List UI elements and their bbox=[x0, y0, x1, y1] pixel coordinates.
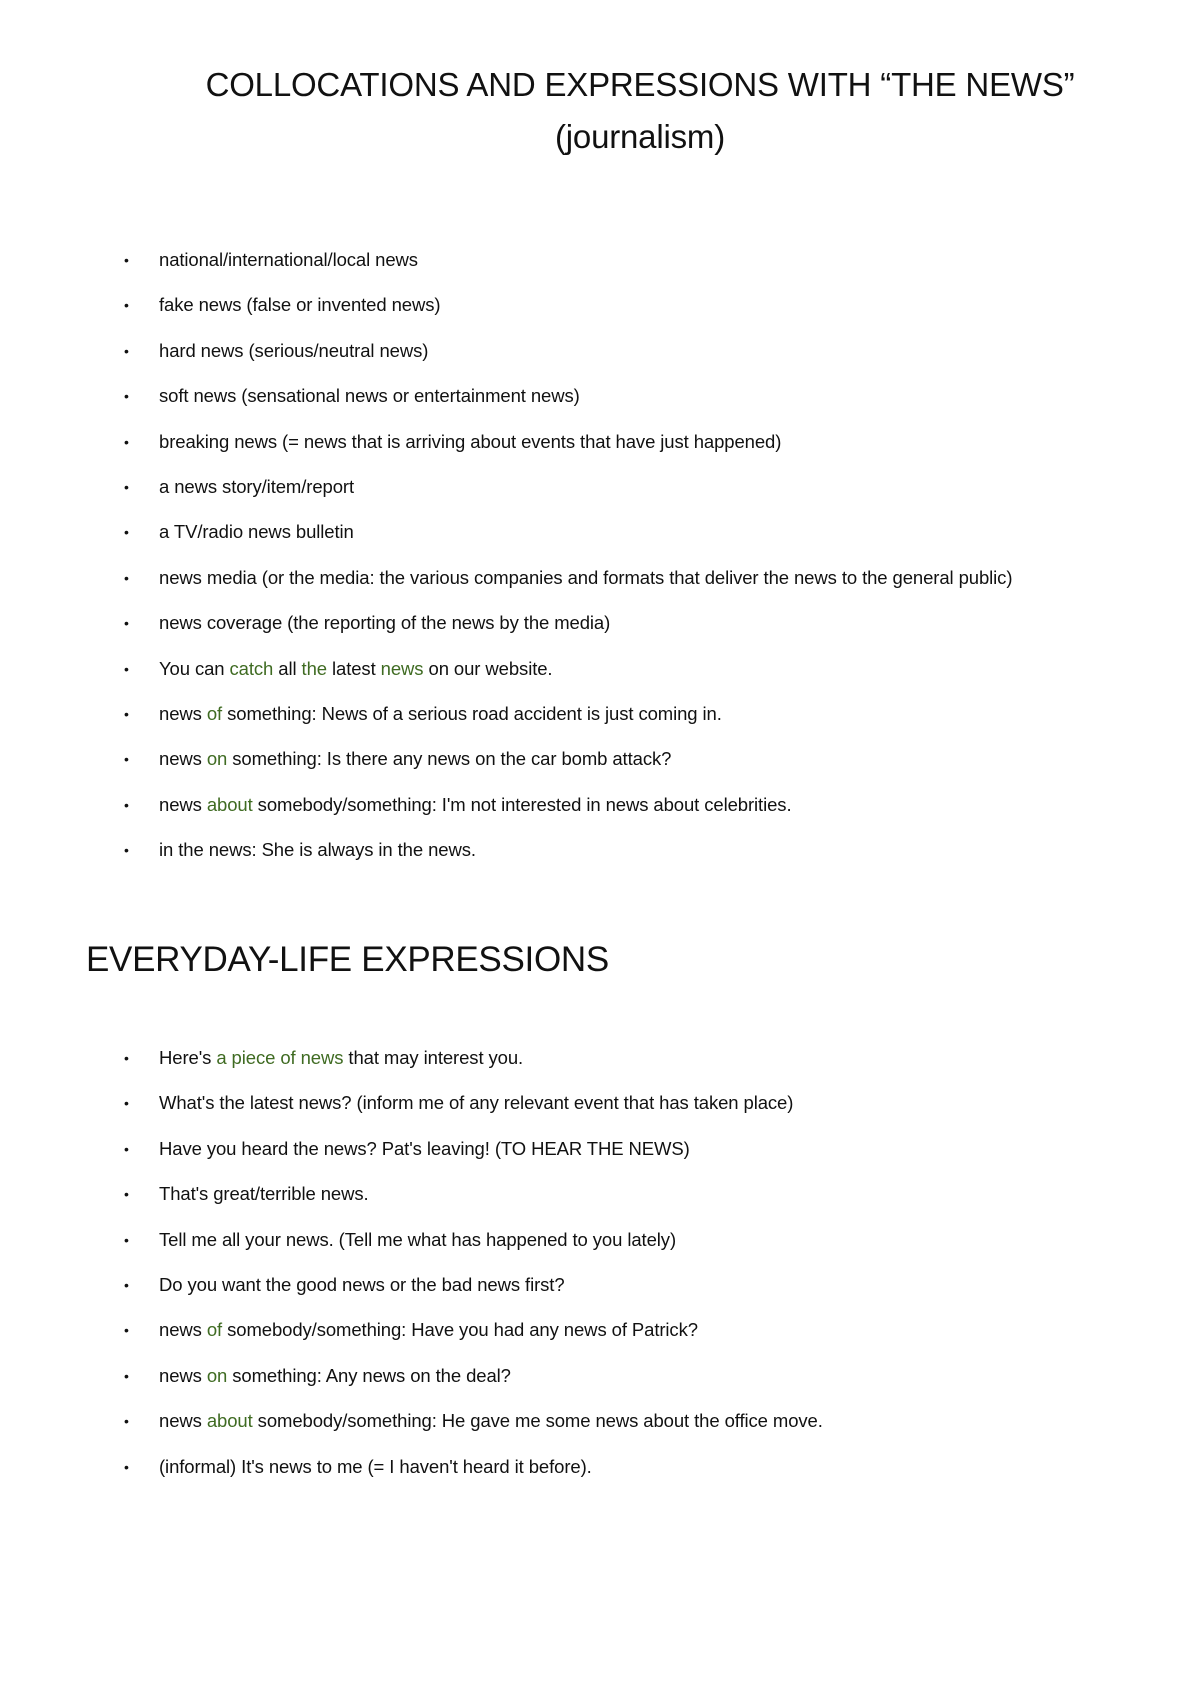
highlighted-keyword: a piece of news bbox=[216, 1047, 344, 1068]
item-text: news bbox=[159, 1410, 207, 1432]
expression-item bbox=[0, 1046, 1200, 1091]
item-text: something: News of a serious road accident is just coming in. bbox=[222, 702, 722, 724]
item-text: somebody/something: Have you had any news of Patrick? bbox=[222, 1319, 698, 1341]
collocation-item bbox=[0, 566, 1200, 611]
item-text: something: Is there any news on the car bomb attack? bbox=[227, 748, 672, 770]
item-text: a TV/radio news bulletin bbox=[159, 521, 354, 543]
item-text: on our website. bbox=[423, 657, 553, 679]
item-text: Tell me all your news. (Tell me what has happened to you lately) bbox=[159, 1228, 677, 1250]
expression-item bbox=[0, 1364, 1200, 1409]
bullet-icon: • bbox=[124, 1458, 129, 1475]
bullet-icon: • bbox=[124, 1276, 129, 1293]
bullet-icon: • bbox=[124, 615, 129, 632]
expression-item bbox=[0, 1228, 1200, 1273]
collocation-item bbox=[0, 248, 1200, 293]
bullet-icon: • bbox=[124, 842, 129, 859]
expression-item bbox=[0, 1091, 1200, 1136]
highlighted-keyword: news bbox=[380, 657, 424, 679]
highlighted-keyword: on bbox=[206, 1364, 228, 1386]
highlighted-keyword: of bbox=[206, 1319, 223, 1341]
bullet-icon: • bbox=[124, 252, 129, 268]
collocation-item bbox=[0, 384, 1200, 429]
bullet-icon: • bbox=[124, 478, 129, 495]
item-text: news coverage (the reporting of the news by the media) bbox=[159, 612, 611, 634]
page-subtitle: (journalism) bbox=[555, 118, 725, 155]
expression-item bbox=[0, 1182, 1200, 1227]
expression-item bbox=[0, 1455, 1200, 1500]
highlighted-keyword: the bbox=[301, 657, 327, 679]
bullet-icon: • bbox=[124, 796, 129, 813]
item-text: in the news: She is always in the news. bbox=[159, 839, 476, 861]
bullet-icon: • bbox=[124, 751, 129, 768]
item-text: national/international/local news bbox=[159, 249, 418, 270]
collocation-item bbox=[0, 520, 1200, 565]
collocation-item bbox=[0, 611, 1200, 656]
collocation-item bbox=[0, 475, 1200, 520]
collocation-item bbox=[0, 430, 1200, 475]
item-text: news bbox=[159, 793, 207, 815]
item-text: news bbox=[159, 1364, 207, 1386]
item-text: that may interest you. bbox=[343, 1047, 524, 1068]
bullet-icon: • bbox=[124, 1050, 129, 1066]
section-heading-everyday: EVERYDAY-LIFE EXPRESSIONS bbox=[86, 940, 609, 979]
expression-item bbox=[0, 1137, 1200, 1182]
collocation-item bbox=[0, 702, 1200, 747]
journalism-collocations-list bbox=[0, 248, 1200, 883]
bullet-icon: • bbox=[124, 1095, 129, 1112]
collocation-item bbox=[0, 838, 1200, 883]
item-text: Here's bbox=[159, 1047, 217, 1068]
item-text: a news story/item/report bbox=[159, 475, 355, 497]
highlighted-keyword: catch bbox=[229, 657, 274, 679]
bullet-icon: • bbox=[124, 569, 129, 586]
item-text: news bbox=[159, 702, 207, 724]
bullet-icon: • bbox=[124, 1322, 129, 1339]
collocation-item bbox=[0, 793, 1200, 838]
item-text: Have you heard the news? Pat's leaving! (TO HEAR THE NEWS) bbox=[159, 1137, 690, 1159]
item-text: breaking news (= news that is arriving about events that have just happened) bbox=[159, 430, 782, 452]
item-text: news bbox=[159, 1319, 207, 1341]
highlighted-keyword: on bbox=[206, 748, 228, 770]
bullet-icon: • bbox=[124, 1140, 129, 1157]
collocation-item bbox=[0, 747, 1200, 792]
item-text: latest bbox=[326, 657, 381, 679]
collocation-item bbox=[0, 339, 1200, 384]
bullet-icon: • bbox=[124, 342, 129, 359]
item-text: You can bbox=[159, 657, 230, 679]
page-title: COLLOCATIONS AND EXPRESSIONS WITH “THE NEWS” bbox=[205, 66, 1075, 103]
highlighted-keyword: about bbox=[206, 793, 253, 815]
bullet-icon: • bbox=[124, 705, 129, 722]
expression-item bbox=[0, 1409, 1200, 1454]
collocation-item bbox=[0, 293, 1200, 338]
item-text: all bbox=[273, 657, 302, 679]
bullet-icon: • bbox=[124, 1367, 129, 1384]
bullet-icon: • bbox=[124, 1413, 129, 1430]
bullet-icon: • bbox=[124, 388, 129, 405]
bullet-icon: • bbox=[124, 297, 129, 314]
item-text: (informal) It's news to me (= I haven't heard it before). bbox=[159, 1455, 592, 1477]
item-text: hard news (serious/neutral news) bbox=[159, 339, 429, 361]
highlighted-keyword: of bbox=[206, 702, 223, 724]
item-text: That's great/terrible news. bbox=[159, 1183, 369, 1205]
bullet-icon: • bbox=[124, 524, 129, 541]
item-text: Do you want the good news or the bad news first? bbox=[159, 1273, 565, 1295]
item-text: something: Any news on the deal? bbox=[227, 1364, 511, 1386]
item-text: soft news (sensational news or entertainment news) bbox=[159, 385, 580, 407]
item-text: news media (or the media: the various companies and formats that deliver the news to the general public) bbox=[159, 566, 1013, 588]
bullet-icon: • bbox=[124, 1231, 129, 1248]
bullet-icon: • bbox=[124, 433, 129, 450]
item-text: fake news (false or invented news) bbox=[159, 294, 441, 316]
bullet-icon: • bbox=[124, 1186, 129, 1203]
item-text: What's the latest news? (inform me of any relevant event that has taken place) bbox=[159, 1092, 794, 1114]
expression-item bbox=[0, 1273, 1200, 1318]
collocation-item bbox=[0, 657, 1200, 702]
item-text: news bbox=[159, 748, 207, 770]
item-text: somebody/something: He gave me some news about the office move. bbox=[252, 1410, 823, 1432]
item-text: somebody/something: I'm not interested in news about celebrities. bbox=[252, 793, 792, 815]
everyday-expressions-list bbox=[0, 1046, 1200, 1500]
bullet-icon: • bbox=[124, 660, 129, 677]
expression-item bbox=[0, 1318, 1200, 1363]
highlighted-keyword: about bbox=[206, 1410, 253, 1432]
